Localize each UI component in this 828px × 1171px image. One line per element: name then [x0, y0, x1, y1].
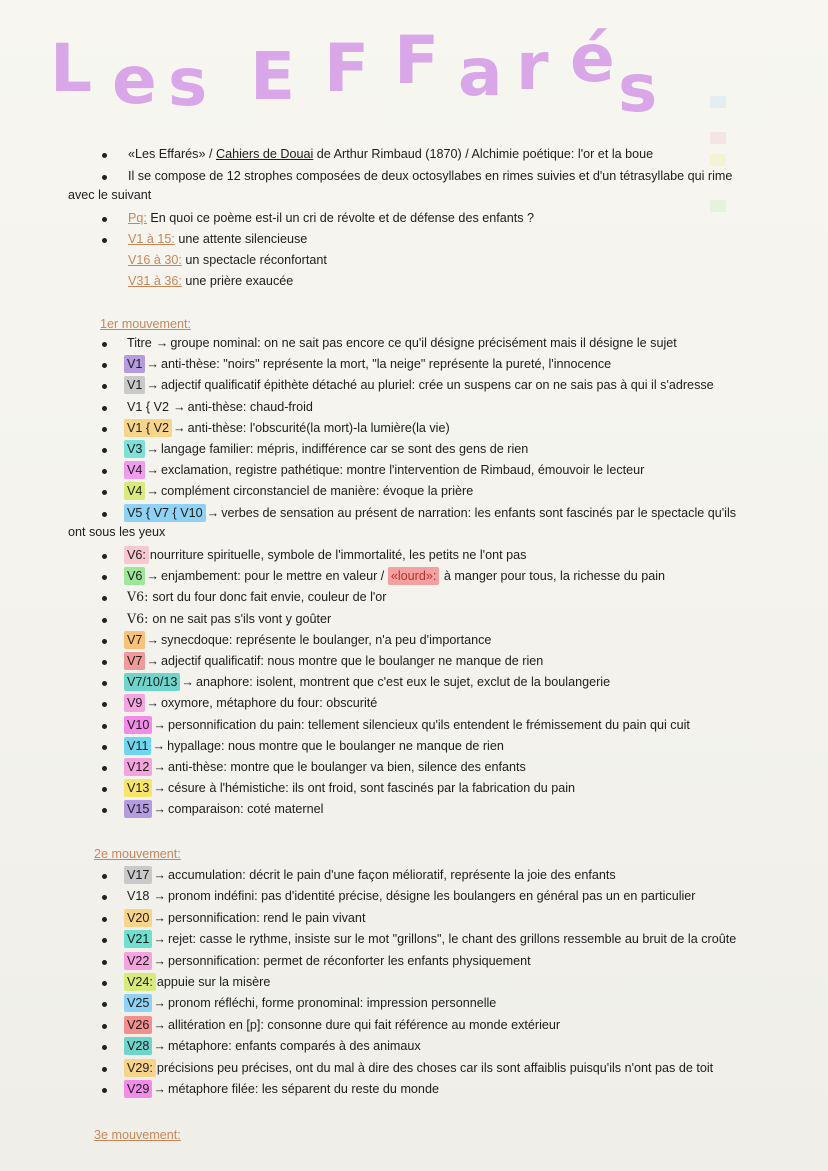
part-text: un spectacle réconfortant	[181, 253, 327, 267]
annotation-text: synecdoque: représente le boulanger, n'a peu d'importance	[161, 632, 492, 647]
arrow-right-icon: →	[153, 802, 167, 817]
annotation-text: langage familier: mépris, indifférence car se sont des gens de rien	[161, 442, 529, 456]
arrow-right-icon: →	[153, 1017, 167, 1032]
verse-reference: V25	[124, 994, 152, 1012]
bullet-dot	[102, 175, 107, 180]
section-heading-mouvement-1: 1er mouvement:	[100, 317, 191, 331]
verse-reference: V28	[124, 1037, 152, 1055]
verse-reference: V6	[124, 567, 145, 585]
verse-reference: V1 { V2	[127, 399, 170, 414]
verse-reference: V1 { V2	[124, 419, 172, 437]
annotation-text: allitération en [p]: consonne dure qui fait référence au monde extérieur	[168, 1017, 561, 1032]
verse-reference: V21	[124, 930, 152, 948]
arrow-right-icon: →	[146, 569, 159, 584]
verse-reference: V24:	[124, 973, 156, 991]
title-letter: F	[324, 30, 370, 107]
section-heading-mouvement-3: 3e mouvement:	[94, 1128, 181, 1142]
annotation-text: personnification: rend le pain vivant	[168, 910, 366, 925]
annotation-text: pronom réfléchi, forme pronominal: impression personnelle	[168, 996, 497, 1011]
annotation-item	[124, 994, 496, 1012]
annotation-text: anti-thèse: montre que le boulanger va bien, silence des enfants	[168, 760, 526, 774]
part-range: V1 à 15:	[128, 232, 175, 246]
annotation-text: anti-thèse: l'obscurité(la mort)-la lumière(la vie)	[187, 420, 450, 435]
arrow-right-icon: →	[153, 889, 167, 904]
verse-reference: V6:	[124, 546, 149, 564]
verse-reference: V22	[124, 952, 152, 970]
part-range: V16 à 30:	[128, 253, 182, 267]
bleed-through-mark	[710, 150, 732, 168]
annotation-item	[124, 588, 386, 606]
bullet-dot	[102, 1088, 107, 1093]
bullet-dot	[102, 512, 107, 517]
verse-reference: V7/10/13	[124, 673, 180, 691]
verse-reference: V5 { V7 { V10	[124, 504, 206, 522]
annotation-text: césure à l'hémistiche: ils ont froid, sont fascinés par la fabrication du pain	[168, 781, 576, 796]
annotation-item	[124, 779, 575, 797]
bullet-dot	[102, 238, 107, 243]
arrow-right-icon: →	[173, 420, 186, 435]
title-letter: r	[516, 28, 549, 105]
annotation-item	[124, 504, 736, 522]
source-title: Cahiers de Douai	[215, 147, 314, 161]
annotation-item	[124, 737, 504, 755]
bullet-dot	[102, 618, 107, 623]
part-line	[128, 272, 293, 290]
annotation-text: hypallage: nous montre que le boulanger ne manque de rien	[167, 738, 504, 753]
annotation-item	[124, 1059, 713, 1077]
arrow-right-icon: →	[152, 738, 166, 753]
annotation-item	[124, 567, 665, 585]
problematique-label: Pq:	[128, 211, 147, 225]
bullet-dot	[102, 427, 107, 432]
verse-reference: V3	[124, 440, 145, 458]
part-line	[128, 230, 307, 248]
annotation-item	[124, 631, 491, 649]
annotation-text: anaphore: isolent, montrent que c'est eux le sujet, exclut de la boulangerie	[196, 675, 611, 690]
verse-reference: V4	[124, 461, 145, 479]
arrow-right-icon: →	[153, 760, 167, 774]
arrow-right-icon: →	[153, 1039, 167, 1054]
annotation-text: rejet: casse le rythme, insiste sur le mot "grillons", le chant des grillons ressemble au bruit de la croûte	[168, 932, 737, 947]
annotation-item	[124, 952, 531, 970]
title-letter: e	[112, 42, 157, 119]
annotation-item	[124, 716, 690, 734]
bullet-dot	[102, 639, 107, 644]
annotation-item	[124, 930, 736, 948]
annotation-item	[124, 673, 610, 691]
annotation-item	[124, 1016, 560, 1034]
verse-reference: V20	[124, 909, 152, 927]
bullet-dot	[102, 1024, 107, 1029]
verse-reference: V12	[124, 758, 152, 776]
annotation-text-extra: à manger pour tous, la richesse du pain	[440, 569, 666, 584]
arrow-right-icon: →	[146, 632, 159, 647]
annotation-item	[124, 800, 323, 818]
annotation-text: adjectif qualificatif: nous montre que le boulanger ne manque de rien	[161, 654, 544, 668]
arrow-right-icon: →	[153, 996, 167, 1011]
title-letter: s	[168, 44, 208, 121]
arrow-right-icon: →	[155, 336, 169, 350]
arrow-right-icon: →	[146, 357, 159, 372]
bullet-dot	[102, 448, 107, 453]
annotation-text: on ne sait pas s'ils vont y goûter	[152, 611, 332, 626]
verse-reference: V18	[127, 889, 150, 904]
bleed-through-mark	[710, 196, 732, 214]
title-letter: E	[250, 38, 296, 115]
annotation-item	[124, 419, 450, 437]
verse-reference: V10	[124, 716, 152, 734]
annotation-text: nourriture spirituelle, symbole de l'immortalité, les petits ne l'ont pas	[149, 548, 527, 562]
verse-reference: Titre	[127, 336, 152, 350]
source-prefix: «Les Effarés» /	[128, 147, 216, 161]
structure-line-continuation: avec le suivant	[68, 188, 152, 202]
annotation-text: comparaison: coté maternel	[168, 802, 324, 817]
annotation-item	[124, 909, 365, 927]
arrow-right-icon: →	[146, 696, 159, 711]
bullet-dot	[102, 660, 107, 665]
bullet-dot	[102, 745, 107, 750]
annotation-text: sort du four donc fait envie, couleur de l'or	[152, 590, 387, 605]
verse-reference: V7	[124, 652, 145, 670]
annotation-text: anti-thèse: "noirs" représente la mort, "la neige" représente la pureté, l'innocence	[161, 357, 612, 372]
bleed-through-mark	[710, 128, 732, 146]
annotation-item	[124, 355, 611, 373]
annotation-item	[124, 1080, 439, 1098]
page-title	[50, 20, 690, 127]
annotation-item	[124, 1037, 421, 1055]
arrow-right-icon: →	[153, 1082, 167, 1096]
part-text: une attente silencieuse	[174, 232, 308, 246]
annotation-text: métaphore filée: les séparent du reste du monde	[168, 1082, 439, 1096]
annotation-item	[124, 440, 528, 458]
annotation-item	[124, 758, 526, 776]
arrow-right-icon: →	[146, 654, 159, 668]
bullet-dot	[102, 1067, 107, 1072]
annotation-item	[124, 610, 331, 628]
annotation-text: adjectif qualificatif épithète détaché au pluriel: crée un suspens car on ne sais pas à qui il s'adresse	[161, 378, 714, 393]
annotation-text: personnification: permet de réconforter les enfants physiquement	[168, 953, 531, 968]
arrow-right-icon: →	[206, 505, 220, 520]
annotation-item	[124, 376, 714, 394]
title-letter: L	[50, 30, 93, 107]
annotation-text: accumulation: décrit le pain d'une façon mélioratif, représente la joie des enfants	[168, 868, 616, 882]
bullet-dot	[102, 960, 107, 965]
annotation-item	[124, 694, 377, 712]
arrow-right-icon: →	[153, 868, 167, 882]
arrow-right-icon: →	[153, 932, 167, 947]
annotation-item	[124, 334, 677, 352]
verse-reference: V7	[124, 631, 145, 649]
annotation-text: verbes de sensation au présent de narration: les enfants sont fascinés par le spectacle qu'ils	[221, 505, 737, 520]
arrow-right-icon: →	[153, 717, 167, 732]
verse-reference: V26	[124, 1016, 152, 1034]
arrow-right-icon: →	[146, 484, 159, 499]
annotation-item	[124, 973, 270, 991]
bullet-dot	[102, 217, 107, 222]
verse-reference: V6:	[127, 589, 149, 605]
title-letter: a	[458, 34, 503, 111]
arrow-right-icon: →	[153, 910, 167, 925]
verse-reference: V15	[124, 800, 152, 818]
arrow-right-icon: →	[146, 463, 159, 478]
arrow-right-icon: →	[153, 781, 167, 796]
verse-reference: V11	[124, 737, 151, 755]
source-line	[128, 145, 653, 163]
problematique-line	[128, 209, 534, 227]
bullet-dot	[102, 153, 107, 158]
highlighted-quote: «lourd»:	[388, 567, 440, 585]
annotation-text: complément circonstanciel de manière: évoque la prière	[161, 484, 474, 499]
annotation-text: groupe nominal: on ne sait pas encore ce qu'il désigne précisément mais il désigne le sujet	[170, 336, 677, 350]
annotation-item	[124, 652, 543, 670]
bullet-dot	[102, 406, 107, 411]
title-letter: é	[570, 20, 615, 97]
annotation-text: métaphore: enfants comparés à des animaux	[168, 1039, 421, 1054]
annotation-text: anti-thèse: chaud-froid	[187, 399, 313, 414]
verse-reference: V17	[124, 866, 152, 884]
bleed-through-mark	[710, 92, 732, 110]
problematique-text: En quoi ce poème est-il un cri de révolte et de défense des enfants ?	[146, 211, 535, 225]
annotation-item	[124, 866, 616, 884]
arrow-right-icon: →	[146, 442, 159, 456]
structure-line: Il se compose de 12 strophes composées de deux octosyllabes en rimes suivies et d'un tétrasyllabe qui rime	[128, 169, 733, 183]
annotation-continuation: ont sous les yeux	[68, 524, 166, 539]
part-range: V31 à 36:	[128, 274, 182, 288]
annotation-text: exclamation, registre pathétique: montre l'intervention de Rimbaud, émouvoir le lecteur	[161, 463, 645, 478]
part-line	[128, 251, 327, 269]
bullet-dot	[102, 917, 107, 922]
bullet-dot	[102, 981, 107, 986]
verse-reference: V29:	[124, 1059, 156, 1077]
bullet-dot	[102, 724, 107, 729]
arrow-right-icon: →	[146, 378, 159, 393]
bullet-dot	[102, 342, 107, 347]
arrow-right-icon: →	[153, 953, 167, 968]
bullet-dot	[102, 766, 107, 771]
annotation-item	[124, 482, 473, 500]
verse-reference: V9	[124, 694, 145, 712]
annotation-text: oxymore, métaphore du four: obscurité	[161, 696, 378, 711]
arrow-right-icon: →	[181, 675, 195, 690]
annotation-item	[124, 398, 313, 416]
title-letter: s	[618, 50, 658, 127]
annotation-item	[124, 887, 696, 905]
verse-reference: V4	[124, 482, 145, 500]
annotation-text: enjambement: pour le mettre en valeur /	[161, 569, 388, 584]
source-suffix: de Arthur Rimbaud (1870) / Alchimie poétique: l'or et la boue	[313, 147, 654, 161]
bullet-dot	[102, 874, 107, 879]
part-text: une prière exaucée	[181, 274, 294, 288]
verse-reference: V1	[124, 376, 145, 394]
verse-reference: V1	[124, 355, 145, 373]
title-letter: F	[394, 22, 440, 99]
annotation-text: appuie sur la misère	[156, 975, 271, 989]
annotation-text: personnification du pain: tellement silencieux qu'ils entendent le frémissement du pain qui cuit	[168, 717, 690, 732]
verse-reference: V29	[124, 1080, 152, 1098]
arrow-right-icon: →	[173, 399, 186, 414]
section-heading-mouvement-2: 2e mouvement:	[94, 847, 181, 861]
annotation-item	[124, 546, 526, 564]
verse-reference: V6:	[127, 610, 149, 626]
bullet-dot	[102, 554, 107, 559]
annotation-text: précisions peu précises, ont du mal à dire des choses car ils sont affaiblis puisqu'ils n'ont pas de toit	[156, 1060, 714, 1075]
annotation-text: pronom indéfini: pas d'identité précise, désigne les boulangers en général pas un en particulier	[168, 889, 696, 904]
verse-reference: V13	[124, 779, 152, 797]
annotation-item	[124, 461, 644, 479]
